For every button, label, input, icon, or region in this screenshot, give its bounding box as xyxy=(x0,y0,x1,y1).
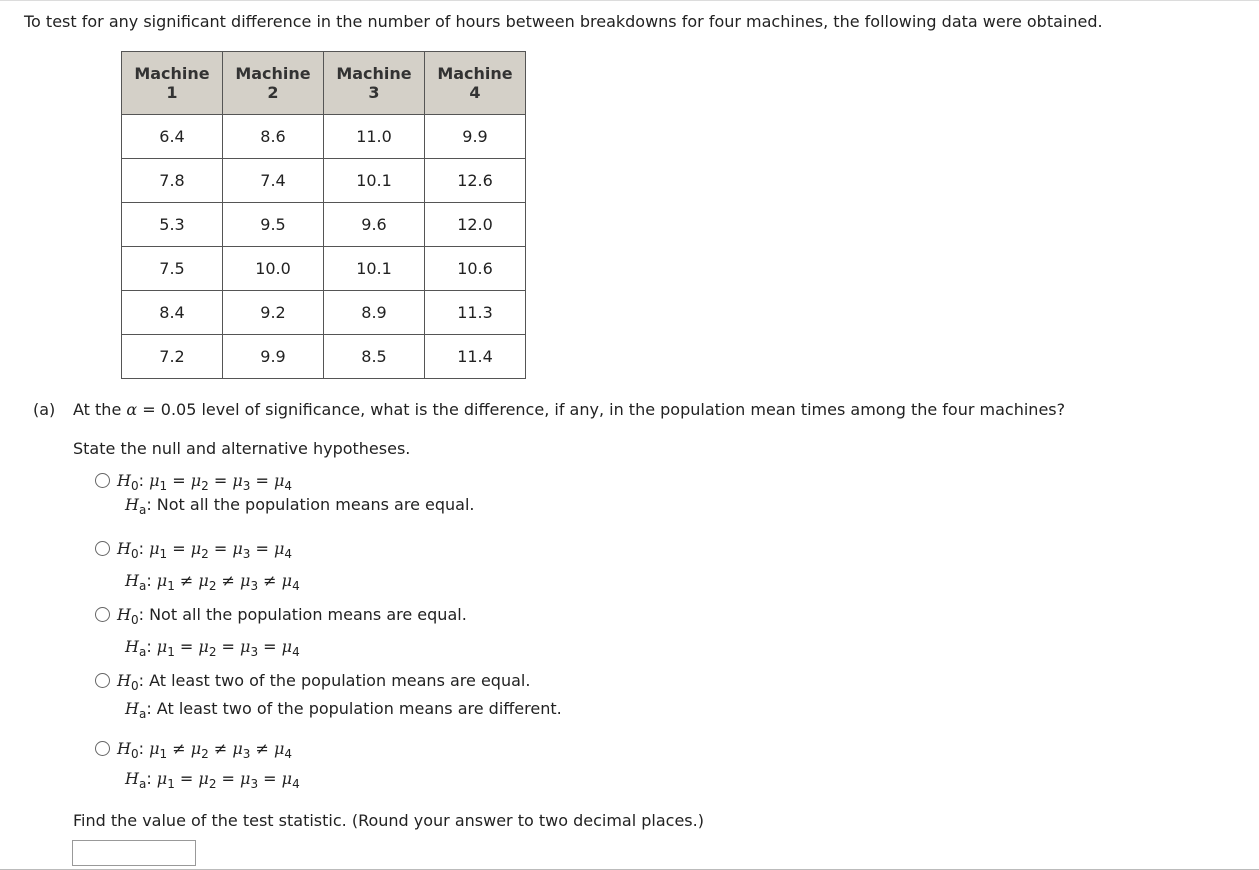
table-cell: 10.6 xyxy=(425,247,526,291)
table-cell: 10.0 xyxy=(223,247,324,291)
table-cell: 8.6 xyxy=(223,115,324,159)
table-cell: 6.4 xyxy=(122,115,223,159)
option-2-ha: $H_a$: $\mu_1 \ne \mu_2 \ne \mu_3 \ne \mu_4$ xyxy=(125,571,300,593)
table-cell: 7.5 xyxy=(122,247,223,291)
part-a-label: (a) xyxy=(33,400,56,419)
header-machine-4: Machine 4 xyxy=(425,52,526,115)
option-4-ha: $H_a$: At least two of the population means are different. xyxy=(125,699,562,721)
table-cell: 7.4 xyxy=(223,159,324,203)
option-1-ha: $H_a$: Not all the population means are equal. xyxy=(125,495,475,517)
table-row xyxy=(122,159,526,203)
option-5-h0: $H_0$: $\mu_1 \ne \mu_2 \ne \mu_3 \ne \mu_4$ xyxy=(117,739,292,761)
table-cell: 7.8 xyxy=(122,159,223,203)
table-cell: 10.1 xyxy=(324,159,425,203)
part-a-question xyxy=(33,400,1065,419)
header-machine-2: Machine 2 xyxy=(223,52,324,115)
option-1-h0: $H_0$: $\mu_1 = \mu_2 = \mu_3 = \mu_4$ xyxy=(117,471,292,493)
radio-option-4[interactable] xyxy=(95,673,110,688)
option-2-h0: $H_0$: $\mu_1 = \mu_2 = \mu_3 = \mu_4$ xyxy=(117,539,292,561)
table-cell: 9.6 xyxy=(324,203,425,247)
table-cell: 9.9 xyxy=(223,335,324,379)
table-row xyxy=(122,291,526,335)
table-row xyxy=(122,335,526,379)
table-cell: 12.6 xyxy=(425,159,526,203)
table-cell: 11.3 xyxy=(425,291,526,335)
radio-option-5[interactable] xyxy=(95,741,110,756)
option-4-h0: $H_0$: At least two of the population means are equal. xyxy=(117,671,531,693)
radio-option-3[interactable] xyxy=(95,607,110,622)
table-cell: 12.0 xyxy=(425,203,526,247)
option-3-ha: $H_a$: $\mu_1 = \mu_2 = \mu_3 = \mu_4$ xyxy=(125,637,300,659)
part-a-text: At the α = 0.05 level of significance, what is the difference, if any, in the population mean times among the four machines? xyxy=(73,400,1066,419)
table-cell: 10.1 xyxy=(324,247,425,291)
data-table xyxy=(121,51,526,379)
table-cell: 9.9 xyxy=(425,115,526,159)
table-cell: 11.4 xyxy=(425,335,526,379)
test-statistic-input[interactable] xyxy=(72,840,196,866)
option-5-ha: $H_a$: $\mu_1 = \mu_2 = \mu_3 = \mu_4$ xyxy=(125,769,300,791)
problem-intro: To test for any significant difference in the number of hours between breakdowns for four machines, the following data were obtained. xyxy=(24,12,1103,31)
state-hypotheses-prompt: State the null and alternative hypotheses. xyxy=(73,439,411,458)
table-cell: 9.2 xyxy=(223,291,324,335)
table-row xyxy=(122,247,526,291)
table-cell: 9.5 xyxy=(223,203,324,247)
table-row xyxy=(122,115,526,159)
table-cell: 7.2 xyxy=(122,335,223,379)
radio-option-2[interactable] xyxy=(95,541,110,556)
table-cell: 8.4 xyxy=(122,291,223,335)
top-divider xyxy=(0,0,1259,1)
table-row xyxy=(122,203,526,247)
table-cell: 8.9 xyxy=(324,291,425,335)
option-3-h0: $H_0$: Not all the population means are equal. xyxy=(117,605,467,627)
table-cell: 5.3 xyxy=(122,203,223,247)
header-machine-3: Machine 3 xyxy=(324,52,425,115)
radio-option-1[interactable] xyxy=(95,473,110,488)
header-machine-1: Machine 1 xyxy=(122,52,223,115)
table-header-row xyxy=(122,52,526,115)
table-cell: 8.5 xyxy=(324,335,425,379)
table-cell: 11.0 xyxy=(324,115,425,159)
test-statistic-prompt: Find the value of the test statistic. (Round your answer to two decimal places.) xyxy=(73,811,704,830)
